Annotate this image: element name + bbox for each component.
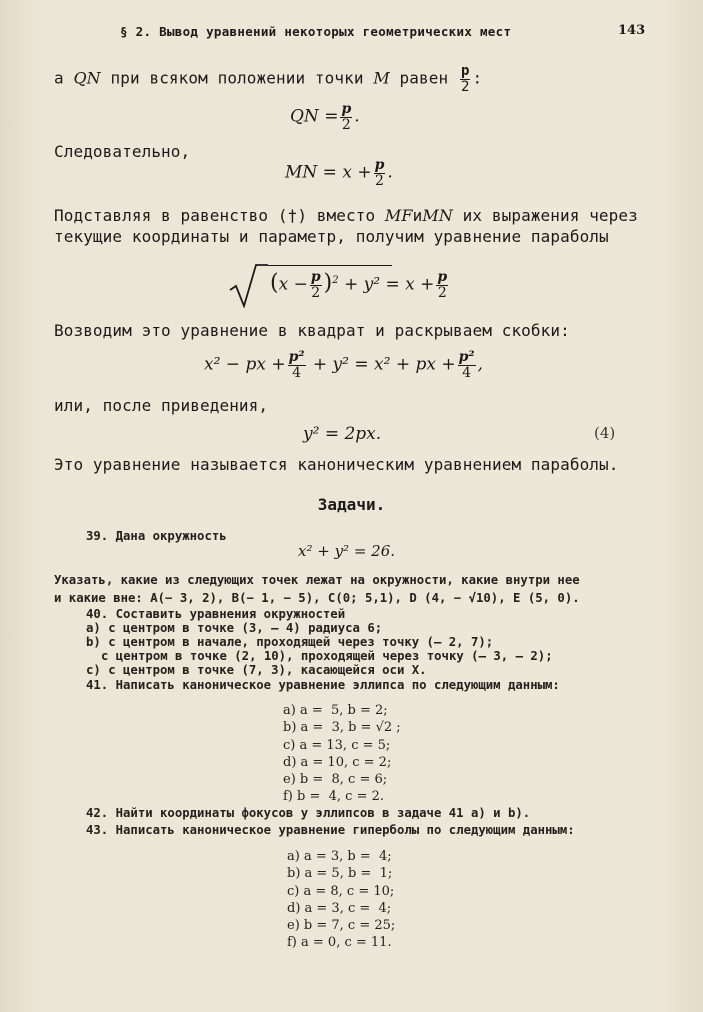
text-line-3: Возводим это уравнение в квадрат и раскрываем скобки: (54, 321, 570, 340)
equation-squared: x² − px + $\frac{\text{p²}}{4}$ + y² = x² + px + $\frac{\text{p²}}{4}$ , (204, 349, 483, 381)
problem-43: 43. Написать каноническое уравнение гиперболы по следующим данным: (86, 823, 575, 837)
equation-mn: MN = x + $\frac{p}{2}$ . (285, 157, 393, 189)
equation-parabola-sqrt: (x − $\frac{p}{2}$ )$^2$ + y² = x + $\frac{p}{2}$ (228, 262, 488, 308)
problem-41: 41. Написать каноническое уравнение эллипса по следующим данным: (86, 678, 560, 692)
radical-bar (268, 265, 392, 266)
page-number: 143 (618, 23, 646, 38)
problem-43-data-list: a) a = 3, b = 4; b) a = 5, b = 1; c) a = 8, c = 10; d) a = 3, c = 4; e) b = 7, c = 25; f) a = 0, c = 11. (287, 849, 396, 951)
text-line-1: а QN при всяком положении точки M равен $\frac{p}{2}$ : (54, 63, 483, 95)
problem-40-c: c) с центром в точке (7, 3), касающейся оси X. (86, 663, 427, 677)
problem-42: 42. Найти координаты фокусов у эллипсов в задаче 41 а) и b). (86, 806, 531, 820)
equation-circle: x² + y² = 26. (298, 542, 396, 560)
problem-40: 40. Составить уравнения окружностей (86, 607, 346, 621)
math-qn: QN (73, 68, 101, 88)
text-line-2a: Подставляя в равенство (†) вместо MFиMN их выражения через (54, 206, 638, 225)
equation-number: (4) (594, 424, 616, 442)
text-therefore: Следовательно, (54, 142, 191, 161)
problem-39-text-1: Указать, какие из следующих точек лежат на окружности, какие внутри нее (54, 573, 580, 587)
text-line-4: Это уравнение называется каноническим уравнением параболы. (54, 455, 619, 474)
fraction-p-over-2: $\frac{p}{2}$ (460, 63, 470, 95)
equation-canonical: y² = 2px. (303, 424, 382, 444)
text-line-2b: текущие координаты и параметр, получим уравнение параболы (54, 227, 609, 246)
text-fragment: при всяком положении точки (110, 68, 364, 88)
problem-40-b1: b) с центром в начале, проходящей через точку (— 2, 7); (86, 635, 494, 649)
running-header: § 2. Вывод уравнений некоторых геометрических мест (120, 24, 512, 39)
problem-40-a: а) с центром в точке (3, — 4) радиуса 6; (86, 621, 383, 635)
equation-qn: QN = $\frac{p}{2}$ . (290, 101, 360, 133)
problem-40-b2: с центром в точке (2, 10), проходящей через точку (— 3, — 2); (101, 649, 553, 663)
radical-sign (228, 262, 270, 308)
text-or-after: или, после приведения, (54, 396, 269, 415)
math-m: M (373, 68, 390, 88)
text-fragment: равен (399, 68, 449, 88)
section-title-problems: Задачи. (317, 495, 386, 514)
problem-39-text-2: и какие вне: A(− 3, 2), B(− 1, − 5), C(0; 5,1), D (4, − √10), E (5, 0). (54, 591, 580, 605)
problem-39: 39. Дана окружность (86, 529, 227, 543)
word: а (54, 68, 64, 88)
problem-41-data-list: a) a = 5, b = 2; b) a = 3, b = √2 ; c) a = 13, c = 5; d) a = 10, c = 2; e) b = 8, c = 6; f) b = 4, c = 2. (283, 703, 401, 805)
